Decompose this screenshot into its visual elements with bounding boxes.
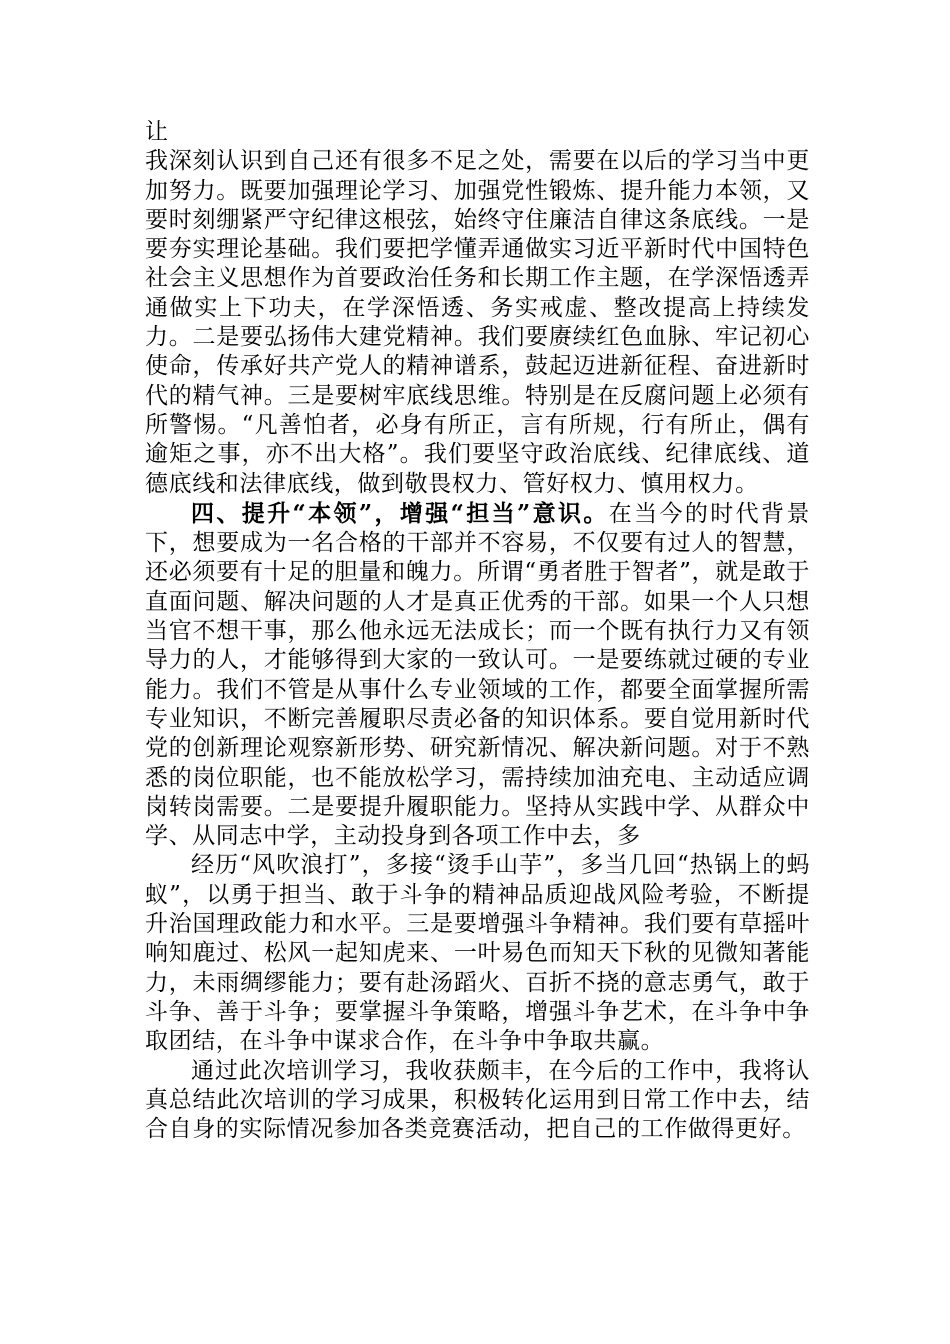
paragraph-section-four: [145, 499, 810, 852]
document-page: [145, 118, 810, 1144]
section-four-body: 在当今的时代背景下，想要成为一名合格的干部并不容易，不仅要有过人的智慧，还必须要有十足的胆量和魄力。所谓“勇者胜于智者”，就是敢于直面问题、解决问题的人才是真正优秀的干部。如果一个人只想当官不想干事，那么他永远无法成长；而一个既有执行力又有领导力的人，才能够得到大家的一致认可。一是要练就过硬的专业能力。我们不管是从事什么专业领域的工作，都要全面掌握所需专业知识，不断完善履职尽责必备的知识体系。要自觉用新时代党的创新理论观察新形势、研究新情况、解决新问题。对于不熟悉的岗位职能，也不能放松学习，需持续加油充电、主动适应调岗转岗需要。二是要提升履职能力。坚持从实践中学、从群众中学、从同志中学，主动投身到各项工作中去，多: [145, 500, 811, 850]
paragraph-conclusion: 通过此次培训学习，我收获颇丰，在今后的工作中，我将认真总结此次培训的学习成果，积极转化运用到日常工作中去，结合自身的实际情况参加各类竞赛活动，把自己的工作做得更好。: [145, 1057, 810, 1143]
paragraph-self-discipline: 我深刻认识到自己还有很多不足之处，需要在以后的学习当中更加努力。既要加强理论学习、加强党性锻炼、提升能力本领，又要时刻绷紧严守纪律这根弦，始终守住廉洁自律这条底线。一是要夯实理论基础。我们要把学懂弄通做实习近平新时代中国特色社会主义思想作为首要政治任务和长期工作主题，在学深悟透弄通做实上下功夫，在学深悟透、务实戒虚、整改提高上持续发力。二是要弘扬伟大建党精神。我们要赓续红色血脉、牢记初心使命，传承好共产党人的精神谱系，鼓起迈进新征程、奋进新时代的精气神。三是要树牢底线思维。特别是在反腐问题上必须有所警惕。“凡善怕者，必身有所正，言有所规，行有所止，偶有逾矩之事，亦不出大格”。我们要坚守政治底线、纪律底线、道德底线和法律底线，做到敬畏权力、管好权力、慎用权力。: [145, 148, 810, 497]
section-four-heading: 四、提升“本领”，增强“担当”意识。: [191, 499, 609, 527]
paragraph-struggle-spirit: 经历“风吹浪打”，多接“烫手山芋”，多当几回“热锅上的蚂蚁”，以勇于担当、敢于斗争的精神品质迎战风险考验，不断提升治国理政能力和水平。三是要增强斗争精神。我们要有草摇叶响知鹿过、松风一起知虎来、一叶易色而知天下秋的见微知著能力，未雨绸缪能力；要有赴汤蹈火、百折不挠的意志勇气，敢于斗争、善于斗争；要掌握斗争策略，增强斗争艺术，在斗争中争取团结，在斗争中谋求合作，在斗争中争取共赢。: [145, 852, 810, 1055]
fragment-line: 让: [145, 119, 169, 145]
